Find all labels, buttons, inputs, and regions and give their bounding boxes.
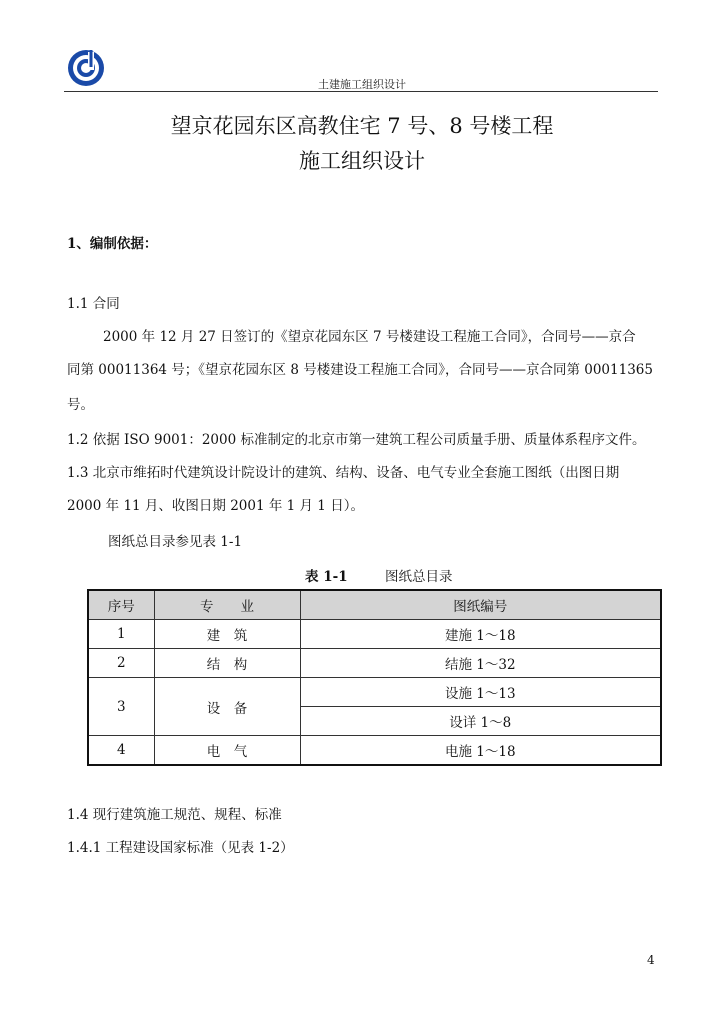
paragraph-line: 1.3 北京市维拓时代建筑设计院设计的建筑、结构、设备、电气专业全套施工图纸（出图日期	[67, 465, 620, 481]
paragraph-line: 1.2 依据 ISO 9001：2000 标准制定的北京市第一建筑工程公司质量手册、质量体系程序文件。	[67, 432, 646, 448]
section-heading: 1、编制依据：	[67, 236, 158, 252]
paragraph-line: 2000 年 12 月 27 日签订的《望京花园东区 7 号楼建设工程施工合同》，合同号——京合	[103, 329, 636, 345]
drawing-code-cell: 电施 1～18	[300, 736, 661, 766]
discipline-cell: 建 筑	[154, 620, 300, 649]
drawing-code-cell: 结施 1～32	[300, 649, 661, 678]
column-header: 专 业	[154, 590, 300, 620]
row-number-cell: 1	[88, 620, 154, 649]
drawing-code-cell: 设详 1～8	[300, 707, 661, 736]
subsection-heading: 1.4 现行建筑施工规范、规程、标准	[67, 807, 282, 823]
drawing-catalog-table	[87, 589, 662, 766]
table-row	[88, 678, 661, 707]
subsection-heading: 1.4.1 工程建设国家标准（见表 1-2）	[67, 840, 294, 856]
page-number: 4	[647, 953, 655, 967]
paragraph-line: 号。	[67, 397, 94, 413]
document-subtitle: 施工组织设计	[299, 149, 425, 173]
table-row	[88, 649, 661, 678]
table-header-row	[88, 590, 661, 620]
table-label: 表 1-1	[305, 569, 348, 585]
document-title: 望京花园东区高教住宅 7 号、8 号楼工程	[170, 114, 554, 138]
discipline-cell: 设 备	[154, 678, 300, 736]
paragraph-line: 2000 年 11 月、收图日期 2001 年 1 月 1 日）。	[67, 498, 364, 514]
discipline-cell: 结 构	[154, 649, 300, 678]
table-reference: 图纸总目录参见表 1-1	[108, 534, 243, 550]
running-header: 土建施工组织设计	[318, 78, 406, 91]
row-number-cell: 4	[88, 736, 154, 766]
drawing-code-cell: 建施 1～18	[300, 620, 661, 649]
paragraph-line: 同第 00011364 号；《望京花园东区 8 号楼建设工程施工合同》，合同号——京合同第 00011365	[67, 362, 653, 378]
column-header: 图纸编号	[300, 590, 661, 620]
subsection-heading: 1.1 合同	[67, 296, 120, 312]
header-divider	[64, 91, 658, 92]
table-row	[88, 620, 661, 649]
row-number-cell: 2	[88, 649, 154, 678]
row-number-cell: 3	[88, 678, 154, 736]
column-header: 序号	[88, 590, 154, 620]
table-caption: 图纸总目录	[385, 569, 453, 585]
discipline-cell: 电 气	[154, 736, 300, 766]
drawing-code-cell: 设施 1～13	[300, 678, 661, 707]
table-row	[88, 736, 661, 766]
